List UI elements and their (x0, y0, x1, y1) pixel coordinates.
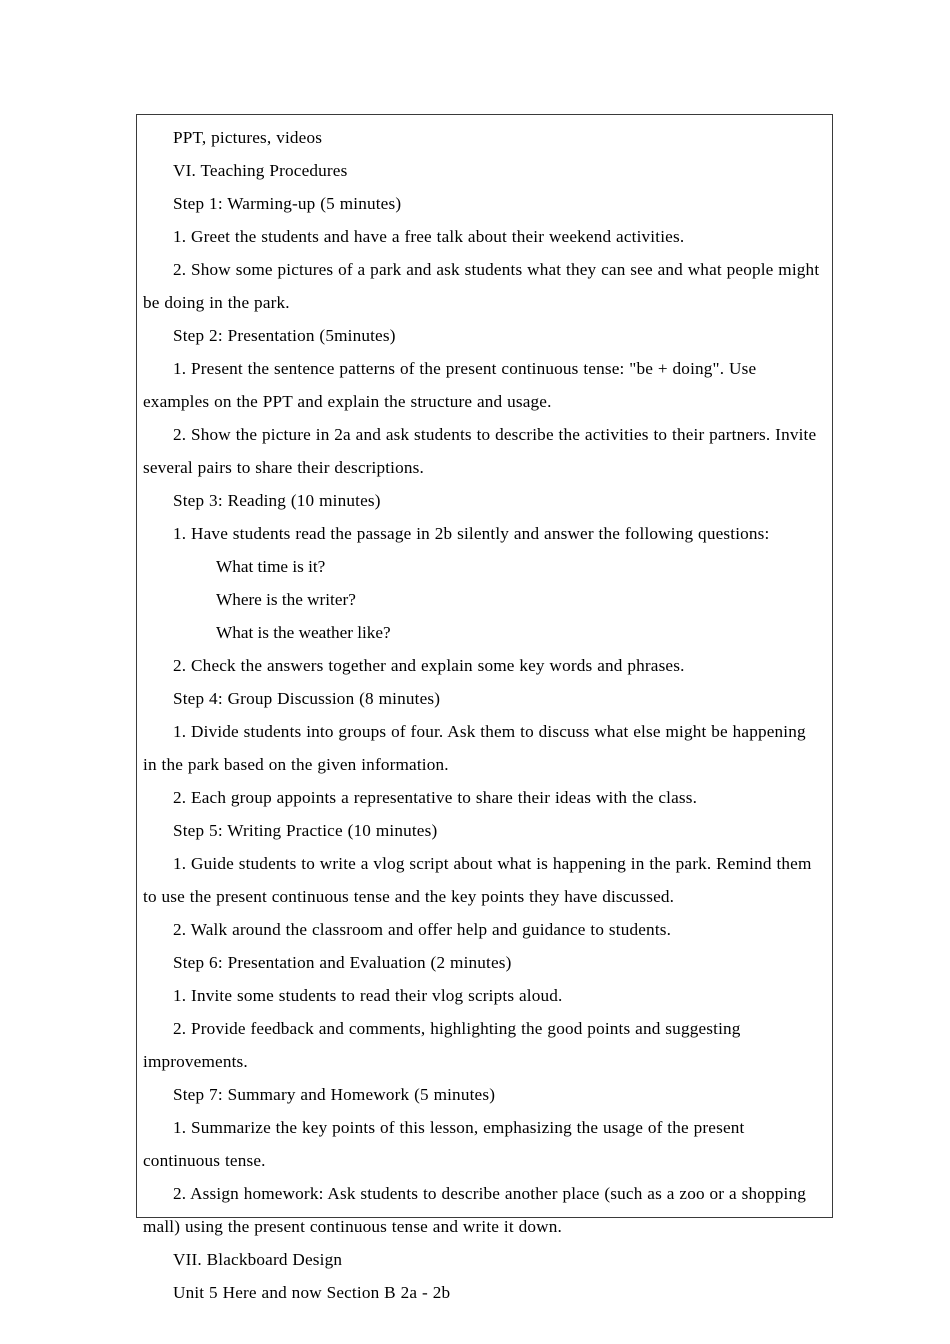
step-2-item-1: 1. Present the sentence patterns of the present continuous tense: "be + doing". Use examples on the PPT and explain the structure and usage. (143, 359, 757, 411)
step-1-heading: Step 1: Warming-up (5 minutes) (173, 194, 402, 213)
step-7-heading: Step 7: Summary and Homework (5 minutes) (173, 1085, 496, 1104)
step-2-heading: Step 2: Presentation (5minutes) (173, 326, 396, 345)
step-3-item-2: 2. Check the answers together and explain some key words and phrases. (173, 656, 685, 675)
step-3-question-1: What time is it? (216, 557, 326, 576)
step-2-item-2: 2. Show the picture in 2a and ask students to describe the activities to their partners. Invite several pairs to share their descriptions. (143, 425, 817, 477)
step-6-item-1: 1. Invite some students to read their vlog scripts aloud. (173, 986, 563, 1005)
lesson-plan-text-box (136, 114, 833, 1302)
step-3-question-2: Where is the writer? (216, 590, 356, 609)
step-4-item-1: 1. Divide students into groups of four. Ask them to discuss what else might be happening in the park based on the given information. (143, 722, 806, 774)
step-5-item-1: 1. Guide students to write a vlog script about what is happening in the park. Remind them to use the present continuous tense and the key points they have discussed. (143, 854, 812, 906)
step-6-item-2: 2. Provide feedback and comments, highlighting the good points and suggesting improvements. (143, 1019, 741, 1071)
step-1-item-2: 2. Show some pictures of a park and ask students what they can see and what people might be doing in the park. (143, 260, 820, 312)
step-5-heading: Step 5: Writing Practice (10 minutes) (173, 821, 438, 840)
blackboard-title: Unit 5 Here and now Section B 2a - 2b (173, 1283, 451, 1302)
step-5-item-2: 2. Walk around the classroom and offer help and guidance to students. (173, 920, 672, 939)
step-4-item-2: 2. Each group appoints a representative to share their ideas with the class. (173, 788, 698, 807)
step-4-heading: Step 4: Group Discussion (8 minutes) (173, 689, 441, 708)
step-3-item-1: 1. Have students read the passage in 2b silently and answer the following questions: (173, 524, 770, 543)
section-vii-heading: VII. Blackboard Design (173, 1250, 343, 1269)
materials: PPT, pictures, videos (173, 128, 323, 147)
lesson-plan-content (137, 115, 832, 1309)
step-3-heading: Step 3: Reading (10 minutes) (173, 491, 381, 510)
step-7-item-1: 1. Summarize the key points of this lesson, emphasizing the usage of the present continuous tense. (143, 1118, 745, 1170)
section-vi-heading: VI. Teaching Procedures (173, 161, 348, 180)
step-1-item-1: 1. Greet the students and have a free talk about their weekend activities. (173, 227, 685, 246)
step-7-item-2: 2. Assign homework: Ask students to describe another place (such as a zoo or a shopping mall) using the present continuous tense and write it down. (143, 1184, 807, 1236)
step-6-heading: Step 6: Presentation and Evaluation (2 minutes) (173, 953, 512, 972)
step-3-question-3: What is the weather like? (216, 623, 391, 642)
